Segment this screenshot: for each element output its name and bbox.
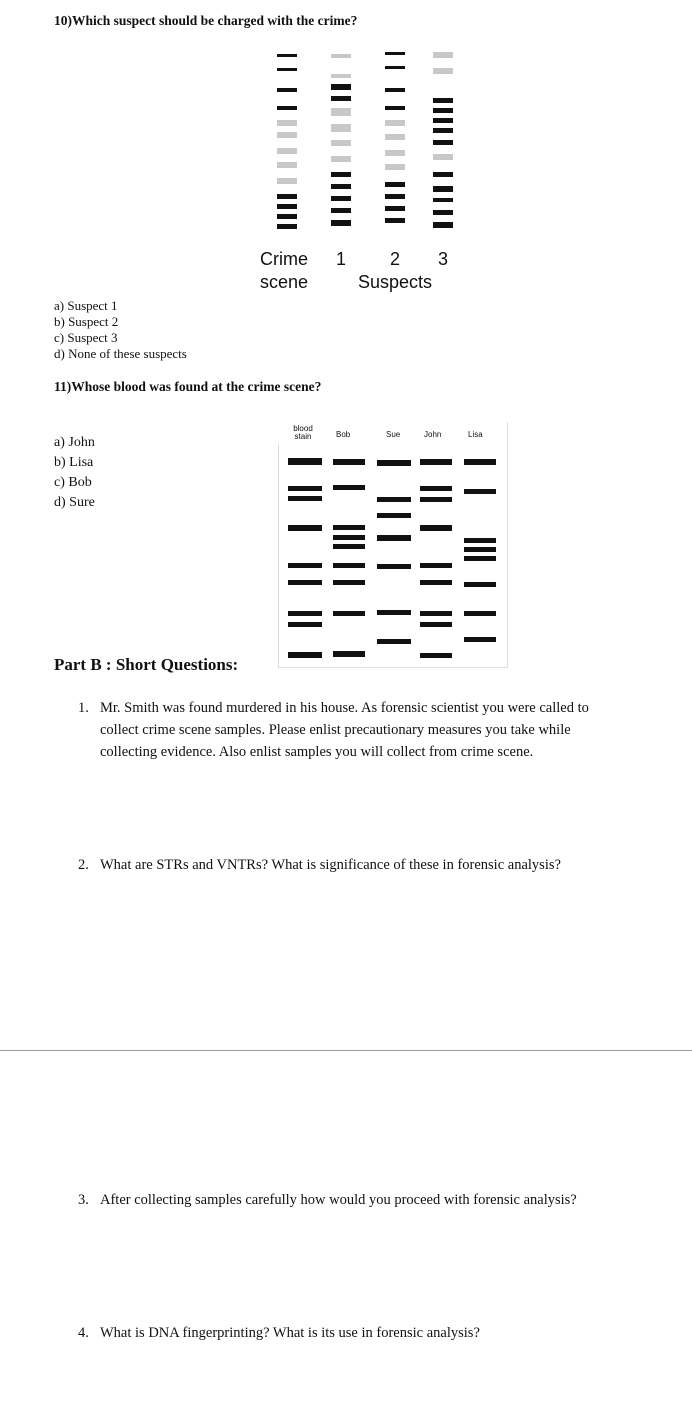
gel-band xyxy=(420,459,452,465)
gel-band xyxy=(333,459,365,465)
gel-band xyxy=(377,564,411,569)
gel-band xyxy=(464,459,496,465)
gel-band xyxy=(377,610,411,615)
gel-band xyxy=(385,194,405,199)
gel-band xyxy=(333,525,365,530)
lane-label-john: John xyxy=(424,430,442,439)
gel-band xyxy=(420,653,452,658)
gel-band xyxy=(433,172,453,177)
gel-band xyxy=(385,106,405,110)
gel-band xyxy=(277,106,297,110)
gel-band xyxy=(288,580,322,585)
gel-band xyxy=(464,582,496,587)
q10-option-a: a) Suspect 1 xyxy=(54,298,118,313)
gel-band xyxy=(288,486,322,491)
gel-band-faint xyxy=(385,150,405,156)
gel-band-faint xyxy=(277,178,297,184)
gel-band xyxy=(333,563,365,568)
gel-band xyxy=(464,547,496,552)
question-number: 2. xyxy=(78,857,89,873)
gel-band-faint xyxy=(385,164,405,170)
question-line: collecting evidence. Also enlist samples you will collect from crime scene. xyxy=(100,744,534,760)
gel-band xyxy=(420,497,452,502)
gel-label-suspect-3: 3 xyxy=(438,249,449,269)
gel-band xyxy=(277,68,297,71)
gel-band xyxy=(331,84,351,90)
gel-band xyxy=(277,88,297,92)
gel-band xyxy=(377,513,411,518)
gel-band xyxy=(333,544,365,549)
gel-band-faint xyxy=(331,124,351,132)
gel-band xyxy=(277,194,297,199)
gel-band xyxy=(288,458,322,465)
gel-band xyxy=(420,563,452,568)
gel-band xyxy=(433,222,453,228)
gel-band xyxy=(331,172,351,177)
short-question-3 xyxy=(78,1189,668,1211)
gel-band-faint xyxy=(277,148,297,154)
gel-band xyxy=(377,460,411,466)
gel-band xyxy=(433,108,453,113)
gel-band xyxy=(377,535,411,541)
gel-band xyxy=(277,54,297,57)
gel-band xyxy=(288,611,322,616)
gel-band-faint xyxy=(433,154,453,160)
question-number: 4. xyxy=(78,1325,89,1341)
gel-band-faint xyxy=(385,134,405,140)
gel-label-suspect-2: 2 xyxy=(390,249,401,269)
dna-gel-figure-1 xyxy=(255,44,465,244)
gel-label-suspects: Suspects xyxy=(358,272,433,292)
dna-gel-figure-2 xyxy=(278,422,509,668)
gel-band xyxy=(385,52,405,55)
gel-band-faint xyxy=(277,132,297,138)
gel-band-faint xyxy=(385,120,405,126)
q11-option-d: d) Sure xyxy=(54,495,95,510)
gel-band-faint xyxy=(331,108,351,116)
gel-band xyxy=(331,196,351,201)
gel-band-faint xyxy=(277,120,297,126)
gel-band xyxy=(433,140,453,145)
question-line: Mr. Smith was found murdered in his house. As forensic scientist you were called to xyxy=(100,700,589,716)
gel-band xyxy=(377,497,411,502)
lane-label-blood-stain: blood stain xyxy=(293,424,313,441)
page-divider xyxy=(0,1050,692,1051)
gel-band xyxy=(333,651,365,657)
gel-band xyxy=(333,535,365,540)
gel-band xyxy=(420,486,452,491)
gel-band xyxy=(333,611,365,616)
gel-band xyxy=(420,611,452,616)
gel-band xyxy=(420,580,452,585)
gel-band xyxy=(288,563,322,568)
gel-band xyxy=(331,220,351,226)
gel-band-faint xyxy=(331,156,351,162)
question-line: What are STRs and VNTRs? What is significance of these in forensic analysis? xyxy=(100,857,561,873)
gel-band xyxy=(277,224,297,229)
gel-band xyxy=(464,556,496,561)
gel-band xyxy=(464,637,496,642)
gel-band xyxy=(333,580,365,585)
gel-band xyxy=(433,98,453,103)
gel-band-faint xyxy=(433,52,453,58)
question-11-title: 11)Whose blood was found at the crime scene? xyxy=(54,379,322,394)
question-10-title: 10)Which suspect should be charged with the crime? xyxy=(54,13,358,28)
q10-option-d: d) None of these suspects xyxy=(54,346,187,361)
gel-band xyxy=(433,128,453,133)
gel-band xyxy=(288,622,322,627)
gel-band xyxy=(385,182,405,187)
gel-band xyxy=(464,489,496,494)
gel-label-suspect-1: 1 xyxy=(336,249,347,269)
lane-label-lisa: Lisa xyxy=(468,430,483,439)
gel-band xyxy=(464,611,496,616)
q10-option-b: b) Suspect 2 xyxy=(54,314,119,329)
question-number: 1. xyxy=(78,700,89,716)
gel-band-faint xyxy=(331,74,351,78)
gel-band xyxy=(288,496,322,501)
gel-band xyxy=(277,204,297,209)
gel-band xyxy=(288,652,322,658)
gel-band xyxy=(433,186,453,192)
gel-band xyxy=(331,96,351,101)
question-line: collect crime scene samples. Please enlist precautionary measures you take while xyxy=(100,722,571,738)
question-line: After collecting samples carefully how would you proceed with forensic analysis? xyxy=(100,1192,577,1208)
gel-band xyxy=(385,218,405,223)
question-line: What is DNA fingerprinting? What is its use in forensic analysis? xyxy=(100,1325,480,1341)
lane-label-bob: Bob xyxy=(336,430,351,439)
gel-band xyxy=(433,198,453,202)
gel-band xyxy=(277,214,297,219)
gel-band xyxy=(333,485,365,490)
short-question-1 xyxy=(78,697,668,763)
gel-band xyxy=(464,538,496,543)
q11-option-c: c) Bob xyxy=(54,475,92,490)
gel-band-faint xyxy=(331,54,351,58)
gel-band-faint xyxy=(433,68,453,74)
gel-band xyxy=(288,525,322,531)
short-question-4 xyxy=(78,1322,668,1344)
gel-band xyxy=(433,210,453,215)
gel-label-crime: Crime xyxy=(260,249,308,269)
gel-band xyxy=(331,184,351,189)
q11-option-a: a) John xyxy=(54,435,95,450)
short-question-2 xyxy=(78,854,668,876)
gel-band xyxy=(385,88,405,92)
gel-band xyxy=(377,639,411,644)
gel-band xyxy=(433,118,453,123)
gel-band xyxy=(385,66,405,69)
gel-band-faint xyxy=(277,162,297,168)
q10-option-c: c) Suspect 3 xyxy=(54,330,118,345)
q11-option-b: b) Lisa xyxy=(54,455,94,470)
part-b-title: Part B : Short Questions: xyxy=(54,655,239,674)
gel-label-scene: scene xyxy=(260,272,309,292)
gel-band xyxy=(420,622,452,627)
gel-band xyxy=(385,206,405,211)
question-number: 3. xyxy=(78,1192,89,1208)
gel-band xyxy=(420,525,452,531)
gel-band-faint xyxy=(331,140,351,146)
lane-label-sue: Sue xyxy=(386,430,401,439)
gel-band xyxy=(331,208,351,213)
